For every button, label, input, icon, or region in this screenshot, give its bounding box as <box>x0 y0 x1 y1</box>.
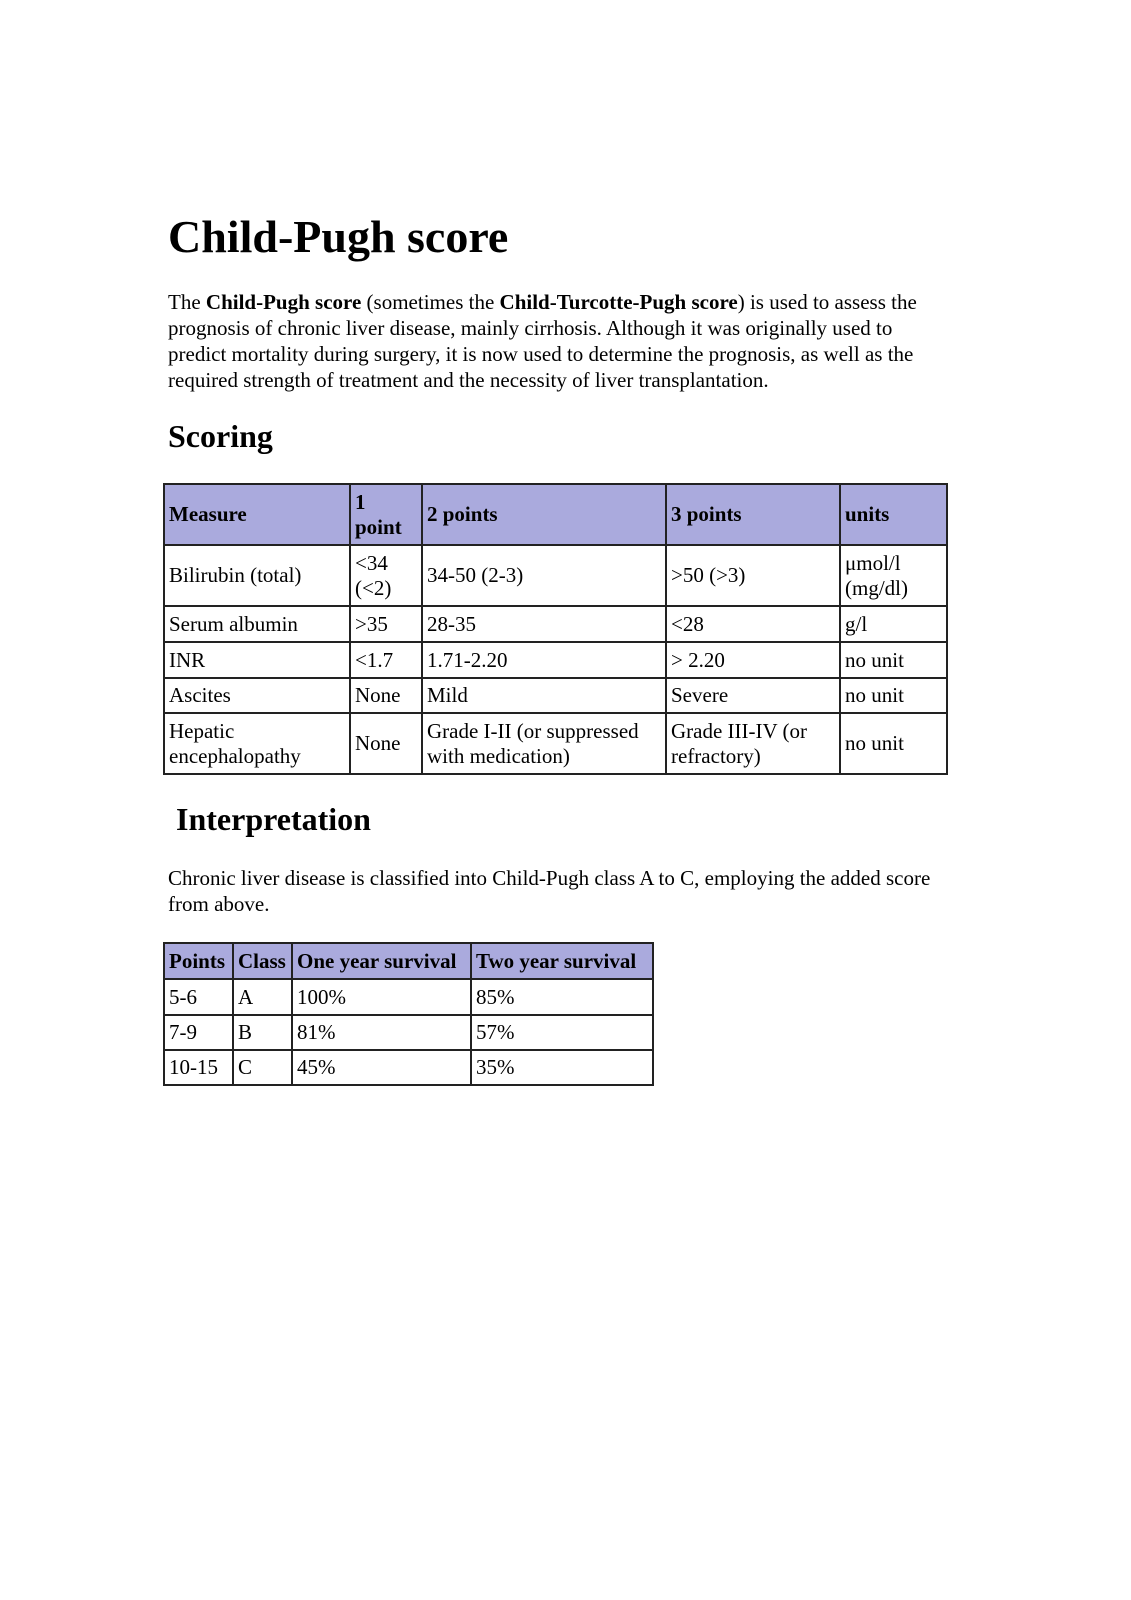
header-cell: 1 point <box>350 484 422 545</box>
table-cell: g/l <box>840 606 947 642</box>
table-cell: 10-15 <box>164 1050 233 1085</box>
text: ) is used to assess the prognosis of chronic liver disease, mainly cirrhosis. Although it was originally used to predict mortality during surgery, it is now used to determine the prognosis, as well as the required strength of treatment and the necessity of liver transplantation. <box>168 290 917 392</box>
table-row <box>164 1050 653 1085</box>
table-row <box>164 606 947 642</box>
table-cell: no unit <box>840 642 947 678</box>
header-cell: Measure <box>164 484 350 545</box>
bold-term: Child-Turcotte-Pugh score <box>499 290 738 314</box>
table-cell: 45% <box>292 1050 471 1085</box>
table-cell: > 2.20 <box>666 642 840 678</box>
table-cell: no unit <box>840 713 947 774</box>
table-cell: B <box>233 1015 292 1050</box>
table-cell: 7-9 <box>164 1015 233 1050</box>
table-cell: 35% <box>471 1050 653 1085</box>
table-cell: 34-50 (2-3) <box>422 545 666 606</box>
table-cell: no unit <box>840 678 947 713</box>
header-cell: Two year survival <box>471 943 653 979</box>
header-cell: 3 points <box>666 484 840 545</box>
table-cell: <28 <box>666 606 840 642</box>
text: (sometimes the <box>361 290 500 314</box>
table-cell: Grade I-II (or suppressed with medication) <box>422 713 666 774</box>
table-header-row <box>164 484 947 545</box>
bold-term: Child-Pugh score <box>205 290 362 314</box>
scoring-heading: Scoring <box>168 418 273 454</box>
table-cell: Mild <box>422 678 666 713</box>
text: The <box>168 290 206 314</box>
table-cell: 100% <box>292 979 471 1015</box>
table-row <box>164 545 947 606</box>
table-cell: Hepatic encephalopathy <box>164 713 350 774</box>
table-cell: <34 (<2) <box>350 545 422 606</box>
page-title: Child-Pugh score <box>168 211 509 262</box>
table-row <box>164 642 947 678</box>
header-cell: Class <box>233 943 292 979</box>
table-cell: 85% <box>471 979 653 1015</box>
table-cell: 81% <box>292 1015 471 1050</box>
table-cell: A <box>233 979 292 1015</box>
class-table <box>163 942 654 1086</box>
table-cell: Serum albumin <box>164 606 350 642</box>
table-cell: Ascites <box>164 678 350 713</box>
table-cell: None <box>350 678 422 713</box>
header-cell: units <box>840 484 947 545</box>
interpretation-heading: Interpretation <box>176 801 371 837</box>
table-cell: Severe <box>666 678 840 713</box>
table-cell: >50 (>3) <box>666 545 840 606</box>
header-cell: Points <box>164 943 233 979</box>
table-cell: 28-35 <box>422 606 666 642</box>
intro-paragraph <box>168 289 943 393</box>
table-cell: INR <box>164 642 350 678</box>
table-cell: C <box>233 1050 292 1085</box>
table-cell: 5-6 <box>164 979 233 1015</box>
table-row <box>164 678 947 713</box>
table-cell: <1.7 <box>350 642 422 678</box>
table-row <box>164 979 653 1015</box>
table-header-row <box>164 943 653 979</box>
table-cell: 1.71-2.20 <box>422 642 666 678</box>
table-cell: Grade III-IV (or refractory) <box>666 713 840 774</box>
table-cell: Bilirubin (total) <box>164 545 350 606</box>
table-row <box>164 713 947 774</box>
table-cell: 57% <box>471 1015 653 1050</box>
header-cell: 2 points <box>422 484 666 545</box>
table-cell: None <box>350 713 422 774</box>
interpretation-text: Chronic liver disease is classified into Child-Pugh class A to C, employing the added score from above. <box>168 866 931 916</box>
table-cell: >35 <box>350 606 422 642</box>
table-cell: μmol/l (mg/dl) <box>840 545 947 606</box>
header-cell: One year survival <box>292 943 471 979</box>
scoring-table <box>163 483 948 775</box>
table-row <box>164 1015 653 1050</box>
